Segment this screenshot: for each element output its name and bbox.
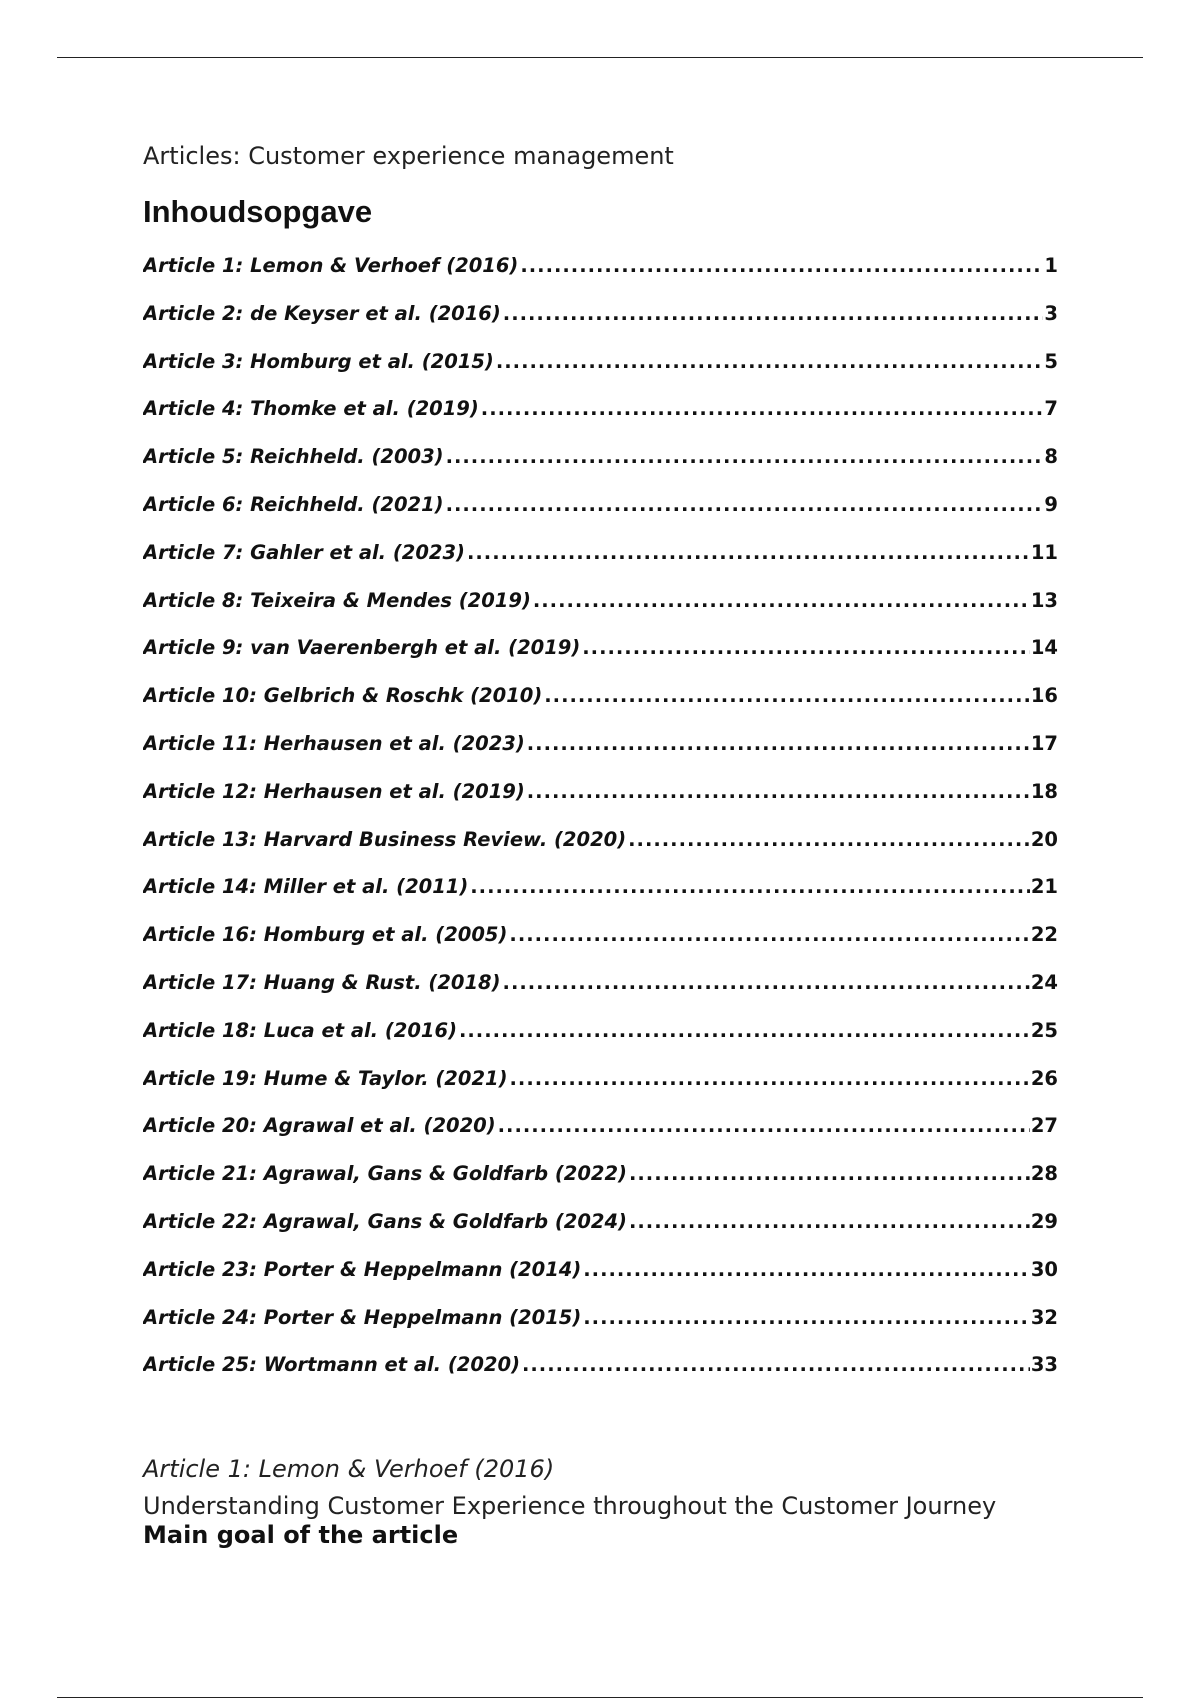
toc-entry-title: Article 23: Porter & Heppelmann (2014) [143, 1257, 582, 1281]
toc-entry-title: Article 12: Herhausen et al. (2019) [143, 779, 525, 803]
toc-heading: Inhoudsopgave [143, 194, 373, 229]
header-rule [57, 57, 1143, 58]
toc-dot-leader [470, 875, 1030, 898]
toc-entry-page-number: 22 [1030, 923, 1058, 947]
toc-entry-page-number: 18 [1030, 779, 1058, 803]
toc-dot-leader [509, 923, 1029, 946]
toc-entry[interactable] [143, 1210, 1058, 1258]
footer-rule [57, 1697, 1143, 1698]
toc-entry-page-number: 9 [1044, 492, 1058, 516]
toc-entry[interactable] [143, 1114, 1058, 1162]
toc-dot-leader [481, 397, 1044, 420]
toc-entry-title: Article 17: Huang & Rust. (2018) [143, 970, 501, 994]
toc-entry[interactable] [143, 1306, 1058, 1354]
toc-dot-leader [583, 1306, 1030, 1329]
toc-entry-title: Article 18: Luca et al. (2016) [143, 1018, 457, 1042]
toc-dot-leader [446, 493, 1044, 516]
toc-entry-title: Article 25: Wortmann et al. (2020) [143, 1353, 520, 1377]
toc-entry-page-number: 16 [1030, 684, 1058, 708]
toc-entry-title: Article 6: Reichheld. (2021) [143, 492, 444, 516]
toc-entry[interactable] [143, 875, 1058, 923]
toc-entry-page-number: 25 [1030, 1018, 1058, 1042]
toc-dot-leader [527, 732, 1030, 755]
toc-entry-title: Article 5: Reichheld. (2003) [143, 445, 444, 469]
toc-entry-page-number: 32 [1030, 1305, 1058, 1329]
section-subtitle: Understanding Customer Experience throughout the Customer Journey [143, 1492, 997, 1520]
toc-entry[interactable] [143, 541, 1058, 589]
toc-dot-leader [496, 350, 1044, 373]
toc-entry[interactable] [143, 684, 1058, 732]
toc-entry[interactable] [143, 1067, 1058, 1115]
toc-entry[interactable] [143, 636, 1058, 684]
toc-entry[interactable] [143, 1258, 1058, 1306]
toc-entry-page-number: 20 [1030, 827, 1058, 851]
toc-entry[interactable] [143, 923, 1058, 971]
toc-entry-page-number: 11 [1030, 540, 1058, 564]
toc-dot-leader [520, 254, 1043, 277]
toc-entry[interactable] [143, 302, 1058, 350]
toc-entry-page-number: 5 [1044, 349, 1058, 373]
toc-entry-title: Article 21: Agrawal, Gans & Goldfarb (2022) [143, 1162, 627, 1186]
toc-dot-leader [629, 1162, 1030, 1185]
document-subtitle: Articles: Customer experience management [143, 142, 674, 170]
toc-entry[interactable] [143, 780, 1058, 828]
toc-entry-title: Article 19: Hume & Taylor. (2021) [143, 1066, 508, 1090]
toc-entry-title: Article 1: Lemon & Verhoef (2016) [143, 254, 519, 277]
toc-entry[interactable] [143, 445, 1058, 493]
toc-entry-title: Article 11: Herhausen et al. (2023) [143, 731, 525, 755]
toc-dot-leader [629, 1210, 1030, 1233]
toc-dot-leader [446, 445, 1044, 468]
toc-dot-leader [498, 1114, 1030, 1137]
toc-entry-title: Article 22: Agrawal, Gans & Goldfarb (2024) [143, 1209, 627, 1233]
toc-entry-page-number: 1 [1044, 254, 1058, 277]
toc-dot-leader [459, 1019, 1030, 1042]
toc-entry-title: Article 16: Homburg et al. (2005) [143, 923, 508, 947]
toc-dot-leader [544, 684, 1030, 707]
toc-dot-leader [510, 1067, 1030, 1090]
toc-entry[interactable] [143, 493, 1058, 541]
toc-dot-leader [583, 1258, 1030, 1281]
toc-entry-title: Article 2: de Keyser et al. (2016) [143, 301, 501, 325]
toc-entry-title: Article 4: Thomke et al. (2019) [143, 397, 479, 421]
toc-entry-page-number: 8 [1044, 445, 1058, 469]
toc-dot-leader [628, 828, 1030, 851]
toc-entry-title: Article 9: van Vaerenbergh et al. (2019) [143, 636, 581, 660]
toc-entry-page-number: 13 [1030, 588, 1058, 612]
toc-entry-title: Article 3: Homburg et al. (2015) [143, 349, 494, 373]
toc-dot-leader [527, 780, 1030, 803]
toc-entry[interactable] [143, 589, 1058, 637]
toc-dot-leader [582, 636, 1030, 659]
toc-entry-page-number: 28 [1030, 1162, 1058, 1186]
toc-entry-title: Article 20: Agrawal et al. (2020) [143, 1114, 496, 1138]
toc-entry-page-number: 14 [1030, 636, 1058, 660]
toc-entry-title: Article 7: Gahler et al. (2023) [143, 540, 465, 564]
toc-entry-page-number: 30 [1030, 1257, 1058, 1281]
toc-entry-page-number: 21 [1030, 875, 1058, 899]
toc-entry-page-number: 7 [1044, 397, 1058, 421]
toc-entry[interactable] [143, 397, 1058, 445]
section-label: Main goal of the article [143, 1521, 459, 1549]
toc-entry-page-number: 27 [1030, 1114, 1058, 1138]
toc-entry-title: Article 8: Teixeira & Mendes (2019) [143, 588, 531, 612]
toc-dot-leader [503, 302, 1044, 325]
toc-entry[interactable] [143, 1019, 1058, 1067]
toc-entry-page-number: 26 [1030, 1066, 1058, 1090]
toc-entry-page-number: 24 [1030, 970, 1058, 994]
toc-entry[interactable] [143, 350, 1058, 398]
toc-dot-leader [467, 541, 1030, 564]
toc-dot-leader [522, 1353, 1030, 1376]
toc-entry-title: Article 13: Harvard Business Review. (2020) [143, 827, 627, 851]
toc-entry[interactable] [143, 971, 1058, 1019]
toc-entry-title: Article 10: Gelbrich & Roschk (2010) [143, 684, 543, 708]
toc-entry-page-number: 17 [1030, 731, 1058, 755]
toc-entry-page-number: 29 [1030, 1209, 1058, 1233]
toc-dot-leader [533, 589, 1030, 612]
toc-entry-page-number: 3 [1044, 301, 1058, 325]
toc-entry-page-number: 33 [1030, 1353, 1058, 1377]
toc-entry[interactable] [143, 732, 1058, 780]
toc-dot-leader [503, 971, 1030, 994]
toc-entry[interactable] [143, 254, 1058, 302]
toc-entry[interactable] [143, 1162, 1058, 1210]
toc-entry[interactable] [143, 1353, 1058, 1401]
toc-entry-title: Article 24: Porter & Heppelmann (2015) [143, 1305, 582, 1329]
table-of-contents [143, 254, 1058, 1401]
toc-entry-title: Article 14: Miller et al. (2011) [143, 875, 469, 899]
section-heading: Article 1: Lemon & Verhoef (2016) [143, 1455, 555, 1483]
toc-entry[interactable] [143, 828, 1058, 876]
